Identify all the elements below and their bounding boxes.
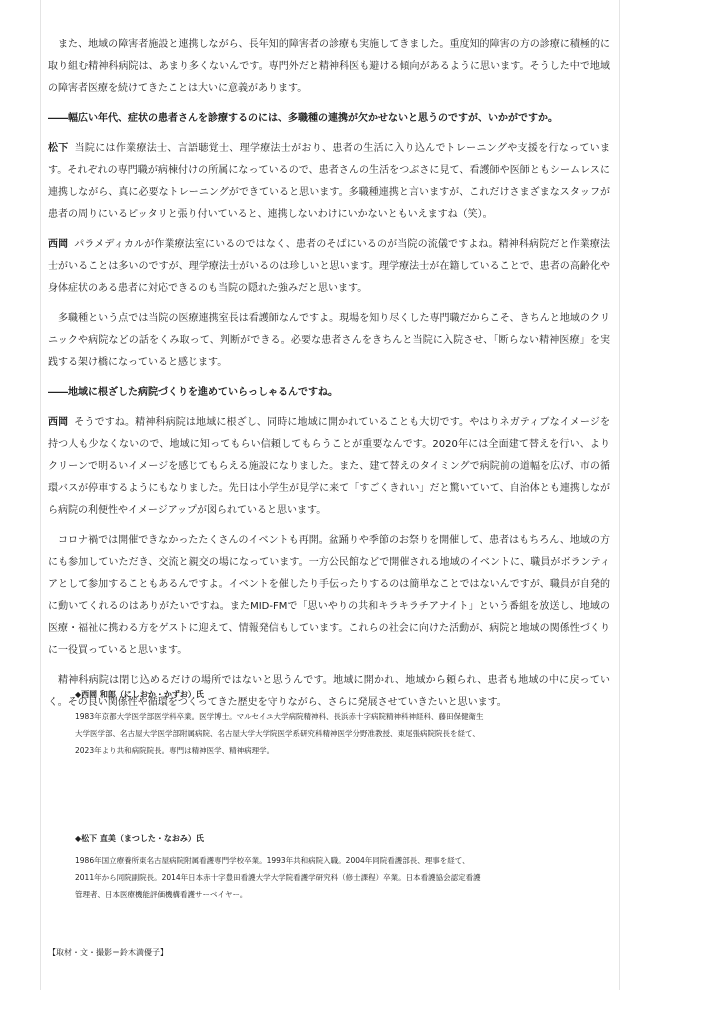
interview-question: ――地域に根ざした病院づくりを進めていらっしゃるんですね。 — [48, 387, 338, 398]
answer-text: そうですね。精神科病院は地域に根ざし、同時に地域に開かれていることも大切です。やはりネガティブなイメージを持つ人も少なくないので、地域に知ってもらい信頼してもらうことが重要なんです。2020年には全面建て替えを行い、よりクリーンで明るいイメージを感じてもらえる施設になりました。また、建て替えのタイミングで病院前の道幅を広げ、市の循環バスが停車するようにもなりました。先日は小学生が見学に来て「すごくきれい」だと驚いていて、自治体とも連携しながら病院の利便性やイメージアップが図られていると思います。 — [48, 417, 610, 516]
paragraph: 精神科病院は閉じ込めるだけの場所ではないと思うんです。地域に開かれ、地域から頼られ、患者も地域の中に戻っていく。その良い関係性や循環をつくってきた歴史を守りながら、さらに発展させていきたいと思います。 — [48, 675, 610, 708]
paragraph: また、地域の障害者施設と連携しながら、長年知的障害者の診療も実施してきました。重度知的障害の方の診療に積極的に取り組む精神科病院は、あまり多くないんです。専門外だと精神科医も避ける傾向があるように思います。そうした中で地域の障害者医療を続けてきたことは大いに意義があります。 — [48, 39, 610, 94]
answer-text: 当院には作業療法士、言語聴覚士、理学療法士がおり、患者の生活に入り込んでトレーニングや支援を行なっています。それぞれの専門職が病棟付けの所属になっているので、患者さんの生活をつぶさに見て、看護師や医師ともシームレスに連携しながら、真に必要なトレーニングができていると思います。多職種連携と言いますが、これだけさまざまなスタッフが患者の周りにいるピッタリと張り付いていると、連携しないわけにいかないともいえますね（笑）。 — [48, 143, 610, 220]
profile-matsushita — [75, 832, 595, 903]
speaker-name: 松下 — [48, 143, 69, 154]
paragraph: コロナ禍では開催できなかったたくさんのイベントも再開。盆踊りや季節のお祭りを開催して、患者はもちろん、地域の方にも参加していただき、交流と親交の場になっています。一方公民館などで開催される地域のイベントに、職員がボランティアとして参加することもあるんですよ。イベントを催したり手伝ったりするのは簡単なことではないんですが、職員が自発的に動いてくれるのはありがたいですね。またMID-FMで「思いやりの共和キラキラチアナイト」という番組を放送し、地域の医療・福祉に携わる方をゲストに迎えて、情報発信もしています。これらの社会に向けた活動が、病院と地域の関係性づくりに一役買っていると思います。 — [48, 535, 610, 656]
answer-text: パラメディカルが作業療法室にいるのではなく、患者のそばにいるのが当院の流儀ですよね。精神科病院だと作業療法士がいることは多いのですが、理学療法士がいるのは珍しいと思います。理学療法士が在籍していることで、患者の高齢化や身体症状のある患者に対応できるのも当院の隠れた強みだと思います。 — [48, 239, 611, 294]
profile-line: 管理者、日本医療機能評価機構看護サーベイヤー。 — [75, 890, 248, 899]
paragraph: 多職種という点では当院の医療連携室長は看護師なんですよ。現場を知り尽くした専門職だからこそ、きちんと地域のクリニックや病院などの話をくみ取って、判断ができる。必要な患者さんをきちんと当院に入院させ、「断らない精神医療」を実践する架け橋になっていると感じます。 — [48, 313, 610, 368]
answer-paragraph — [48, 138, 610, 226]
article-body — [48, 34, 610, 722]
interview-question: ――幅広い年代、症状の患者さんを診療するのには、多職種の連携が欠かせないと思うのですが、いかがですか。 — [48, 113, 558, 124]
profile-line: 2023年より共和病院院長。専門は精神医学、精神病理学。 — [75, 746, 275, 755]
speaker-name: 西岡 — [48, 239, 69, 250]
speaker-name: 西岡 — [48, 417, 69, 428]
profile-name: ◆西岡 和郎（にしおか・かずお）氏 — [75, 690, 204, 699]
article-credit: 【取材・文・撮影＝鈴木満優子】 — [48, 948, 168, 957]
answer-paragraph — [48, 234, 610, 300]
profile-line: 1986年国立療養所東名古屋病院附属看護専門学校卒業。1993年共和病院入職。2004年同院看護部長、理事を経て、 — [75, 856, 470, 865]
profile-line: 大学医学部、名古屋大学医学部附属病院、名古屋大学大学院医学系研究科精神医学分野准教授、東尾張病院院長を経て、 — [75, 729, 480, 738]
profile-line: 2011年から同院副院長。2014年日本赤十字豊田看護大学大学院看護学研究科（修士課程）卒業。日本看護協会認定看護 — [75, 873, 481, 882]
profile-line: 1983年京都大学医学部医学科卒業。医学博士。マルセイユ大学病院精神科、長浜赤十字病院精神科神経科、藤田保健衛生 — [75, 712, 484, 721]
profile-name: ◆松下 直美（まつした・なおみ）氏 — [75, 834, 204, 843]
answer-paragraph — [48, 412, 610, 522]
profile-nishioka — [75, 688, 595, 759]
